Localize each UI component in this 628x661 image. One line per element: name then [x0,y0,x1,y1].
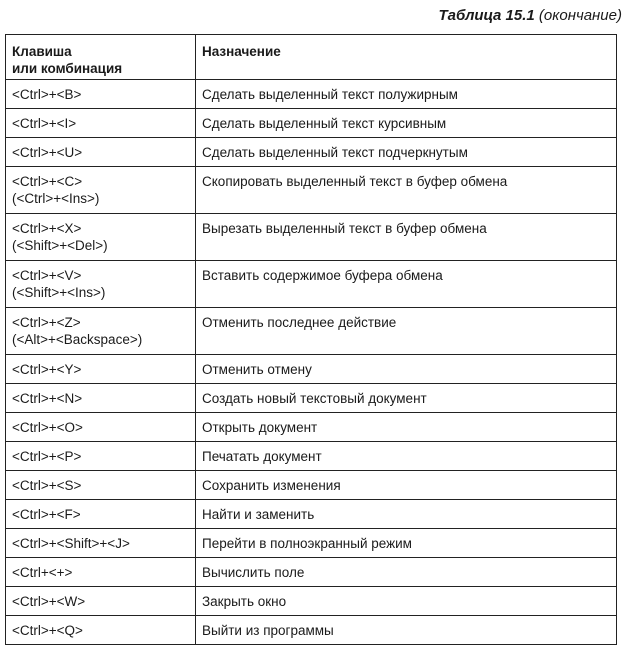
table-row [6,471,617,500]
key-combination: <Ctrl>+<Y> [12,362,82,377]
key-combination: <Ctrl>+<O> [12,420,83,435]
table-row [6,109,617,138]
table-body [6,80,617,645]
shortcut-table [5,34,617,645]
table-row [6,616,617,645]
table-caption-suffix: (окончание) [534,7,622,24]
description-cell: Сделать выделенный текст подчеркнутым [196,138,617,167]
description-cell: Отменить последнее действие [196,308,617,355]
key-combination: <Ctrl>+<Shift>+<J> [12,536,130,551]
table-caption-label: Таблица 15.1 [438,7,535,24]
table-row [6,500,617,529]
description-cell: Создать новый текстовый документ [196,384,617,413]
table-row [6,529,617,558]
description-cell: Выйти из программы [196,616,617,645]
header-key [6,35,196,80]
description-cell: Найти и заменить [196,500,617,529]
description-cell: Закрыть окно [196,587,617,616]
table-row [6,355,617,384]
description-cell: Скопировать выделенный текст в буфер обмена [196,167,617,214]
table-row [6,413,617,442]
description-cell: Отменить отмену [196,355,617,384]
key-combination-alt: (<Ctrl>+<Ins>) [12,191,100,206]
description-cell: Вырезать выделенный текст в буфер обмена [196,214,617,261]
description-cell: Вычислить поле [196,558,617,587]
table-row [6,384,617,413]
key-combination: <Ctrl>+<P> [12,449,82,464]
description-cell: Сохранить изменения [196,471,617,500]
description-cell: Открыть документ [196,413,617,442]
table-row [6,558,617,587]
key-cell [6,308,196,355]
description-cell: Перейти в полноэкранный режим [196,529,617,558]
key-combination: <Ctrl>+<Z> [12,315,81,330]
header-key-line2: или комбинация [12,61,123,76]
table-row [6,261,617,308]
description-cell: Вставить содержимое буфера обмена [196,261,617,308]
key-combination-alt: (<Shift>+<Ins>) [12,285,106,300]
key-cell [6,138,196,167]
table-row [6,138,617,167]
table-row [6,214,617,261]
key-combination: <Ctrl>+<C> [12,174,83,189]
key-combination: <Ctrl>+<N> [12,391,83,406]
key-cell [6,442,196,471]
key-cell [6,529,196,558]
description-cell: Сделать выделенный текст курсивным [196,109,617,138]
key-combination: <Ctrl>+<F> [12,507,81,522]
key-combination: <Ctrl>+<Q> [12,623,83,638]
key-combination: <Ctrl>+<W> [12,594,86,609]
key-cell [6,587,196,616]
description-cell: Печатать документ [196,442,617,471]
key-combination: <Ctrl>+<V> [12,268,82,283]
key-combination: <Ctrl>+<U> [12,145,83,160]
key-cell [6,500,196,529]
table-row [6,80,617,109]
description-cell: Сделать выделенный текст полужирным [196,80,617,109]
key-cell [6,355,196,384]
table-row [6,167,617,214]
key-cell [6,413,196,442]
key-cell [6,214,196,261]
key-cell [6,167,196,214]
key-cell [6,558,196,587]
table-caption [438,6,622,26]
key-cell [6,109,196,138]
table-row [6,308,617,355]
key-combination-alt: (<Shift>+<Del>) [12,238,108,253]
key-combination: <Ctrl>+<S> [12,478,82,493]
key-cell [6,616,196,645]
key-cell [6,80,196,109]
table-row [6,442,617,471]
header-key-line1: Клавиша [12,44,72,59]
key-cell [6,471,196,500]
key-cell [6,261,196,308]
key-combination: <Ctrl>+<B> [12,87,82,102]
header-purpose: Назначение [196,35,617,80]
key-combination: <Ctrl>+<X> [12,221,82,236]
header-row [6,35,617,80]
key-combination: <Ctrl+<+> [12,565,73,580]
key-cell [6,384,196,413]
key-combination: <Ctrl>+<I> [12,116,77,131]
key-combination-alt: (<Alt>+<Backspace>) [12,332,143,347]
table-row [6,587,617,616]
